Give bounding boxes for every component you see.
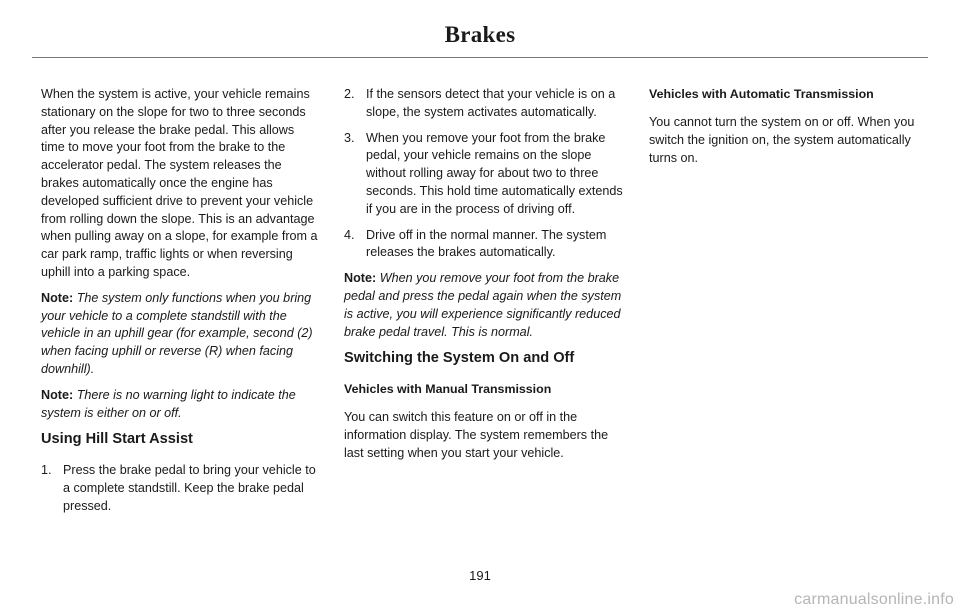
note-label: Note:: [344, 271, 377, 286]
header-divider: [32, 57, 928, 58]
subheading-automatic-transmission: Vehicles with Automatic Transmission: [649, 87, 874, 101]
section-heading-switching-system: Switching the System On and Off: [344, 350, 575, 367]
list-item: [41, 462, 321, 515]
list-item: [344, 227, 625, 263]
subheading-manual-transmission: Vehicles with Manual Transmission: [344, 382, 552, 397]
note-1: [41, 290, 321, 379]
page-number: 191: [469, 568, 491, 583]
manual-transmission-paragraph: You can switch this feature on or off in the information display. The system remembers the last setting when you start your vehicle.: [344, 410, 609, 460]
step-number: 4.: [344, 227, 355, 242]
page-title: Brakes: [444, 22, 516, 47]
section-heading-using-hill-start-assist: Using Hill Start Assist: [41, 431, 193, 448]
watermark: carmanualsonline.info: [794, 591, 954, 608]
step-text: If the sensors detect that your vehicle is on a slope, the system activates automatically.: [366, 87, 616, 119]
column-1: [41, 86, 321, 524]
note-3: [344, 270, 625, 341]
note-text: When you remove your foot from the brake pedal and press the pedal again when the system is active, you will experience significantly reduced brake pedal travel. This is normal.: [344, 271, 622, 339]
automatic-transmission-paragraph: You cannot turn the system on or off. When you switch the ignition on, the system automatically turns on.: [649, 115, 915, 165]
column-2: [344, 86, 625, 471]
step-text: Drive off in the normal manner. The system releases the brakes automatically.: [366, 227, 607, 260]
step-number: 2.: [344, 87, 355, 101]
step-number: 1.: [41, 463, 52, 478]
note-label: Note:: [41, 290, 74, 305]
step-number: 3.: [344, 130, 355, 145]
note-text: There is no warning light to indicate the system is either on or off.: [41, 387, 296, 420]
note-2: [41, 387, 321, 423]
list-item: [344, 86, 625, 122]
column-3: [649, 86, 930, 175]
steps-list-continued: [344, 86, 625, 262]
intro-paragraph: When the system is active, your vehicle remains stationary on the slope for two to three seconds after you release the brake pedal. This allows time to move your foot from the brake to the accelerator pedal. The system releases the brakes automatically once the engine has developed sufficient drive to prevent your vehicle from rolling down the slope. This is an advantage when pulling away on a slope, for example from a car park ramp, traffic lights or when reversing uphill into a parking space.: [41, 87, 318, 279]
note-label: Note:: [41, 387, 74, 402]
steps-list: [41, 462, 321, 515]
note-text: The system only functions when you bring your vehicle to a complete standstill with the vehicle in an uphill gear (for example, second (2) when facing uphill or reverse (R) when facing downhill).: [41, 290, 313, 376]
step-text: When you remove your foot from the brake pedal, your vehicle remains on the slope without rolling away for about two to three seconds. This hold time automatically extends if you are in the process of driving off.: [366, 130, 623, 216]
step-text: Press the brake pedal to bring your vehicle to a complete standstill. Keep the brake pedal pressed.: [63, 463, 316, 513]
list-item: [344, 130, 625, 219]
